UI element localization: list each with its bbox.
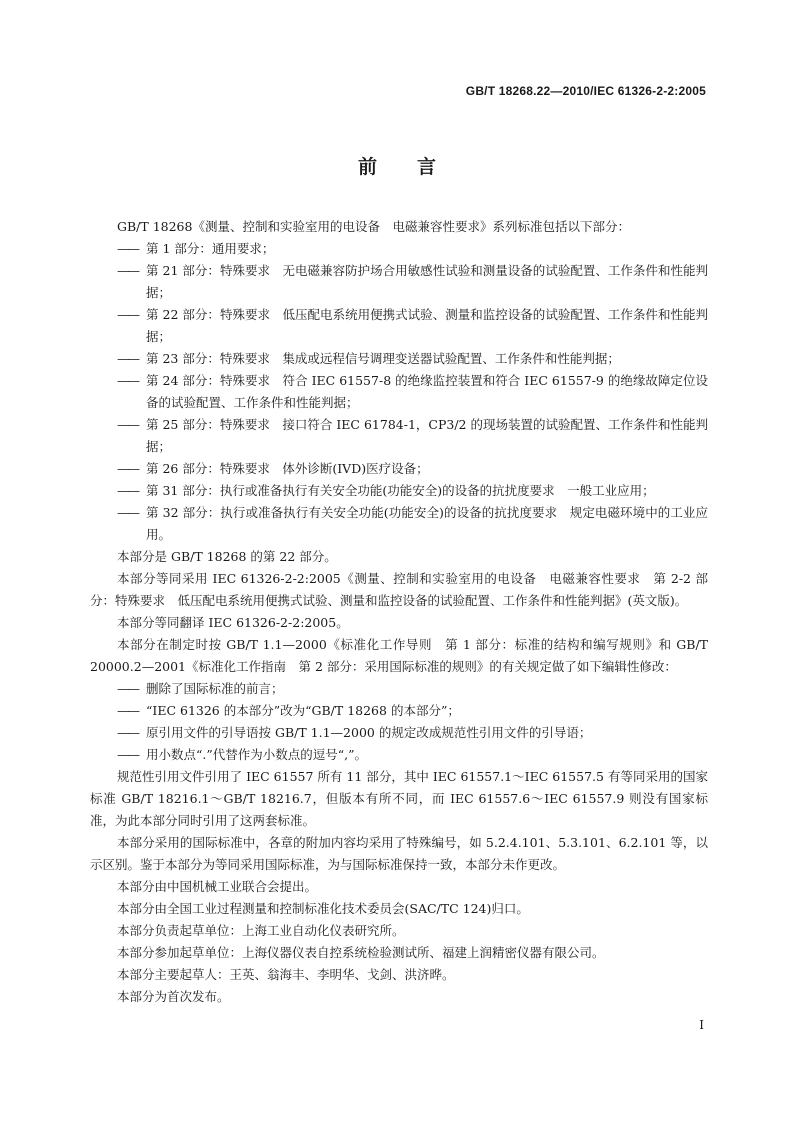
foreword-body [90,216,708,1008]
paragraph: 本部分负责起草单位：上海工业自动化仪表研究所。 [117,923,405,938]
list-item: —— 第 1 部分：通用要求； [90,238,708,260]
paragraph: 本部分等同采用 IEC 61326-2-2:2005《测量、控制和实验室用的电设备 电磁兼容性要求 第 2-2 部分：特殊要求 低压配电系统用便携式试验、测量和监控设备的试验配置、工作条件和性能判据》(英文版)。 [90,571,708,608]
dash-marker: —— [117,505,138,520]
dash-marker: —— [117,417,138,432]
paragraph: 本部分由中国机械工业联合会提出。 [117,879,318,894]
list-item: —— 第 32 部分：执行或准备执行有关安全功能(功能安全)的设备的抗扰度要求 规定电磁环境中的工业应用。 [90,502,708,546]
list-item: —— 原引用文件的引导语按 GB/T 1.1—2000 的规定改成规范性引用文件的引导语； [90,722,708,744]
intro-paragraph: GB/T 18268《测量、控制和实验室用的电设备 电磁兼容性要求》系列标准包括以下部分： [117,219,630,234]
paragraph: 本部分在制定时按 GB/T 1.1—2000《标准化工作导则 第 1 部分：标准的结构和编写规则》和 GB/T 20000.2—2001《标准化工作指南 第 2 部分：采用国际标准的规则》的有关规定做了如下编辑性修改： [90,637,708,674]
list-item: —— 删除了国际标准的前言； [90,678,708,700]
paragraph: 本部分采用的国际标准中，各章的附加内容均采用了特殊编号，如 5.2.4.101、5.3.101、6.2.101 等，以示区别。鉴于本部分为等同采用国际标准，为与国际标准保持一致，本部分未作更改。 [90,835,708,872]
dash-marker: —— [117,307,138,322]
dash-marker: —— [117,373,138,388]
dash-marker: —— [117,263,138,278]
dash-marker: —— [117,461,138,476]
dash-marker: —— [117,483,138,498]
list-item: —— 用小数点“.”代替作为小数点的逗号“,”。 [90,744,708,766]
paragraph: 本部分由全国工业过程测量和控制标准化技术委员会(SAC/TC 124)归口。 [117,901,529,916]
paragraph: 本部分主要起草人：王英、翁海丰、李明华、戈剑、洪济晔。 [117,967,455,982]
dash-marker: —— [117,703,138,718]
list-item: —— 第 23 部分：特殊要求 集成或远程信号调理变送器试验配置、工作条件和性能判据； [90,348,708,370]
dash-marker: —— [117,241,138,256]
paragraph: 本部分是 GB/T 18268 的第 22 部分。 [117,549,337,564]
document-code-header: GB/T 18268.22—2010/IEC 61326-2-2:2005 [465,84,706,98]
list-item: —— “IEC 61326 的本部分”改为“GB/T 18268 的本部分”； [90,700,708,722]
paragraph: 本部分参加起草单位：上海仪器仪表自控系统检验测试所、福建上润精密仪器有限公司。 [117,945,605,960]
paragraph: 本部分为首次发布。 [117,989,230,1004]
list-item: —— 第 22 部分：特殊要求 低压配电系统用便携式试验、测量和监控设备的试验配置、工作条件和性能判据； [90,304,708,348]
dash-marker: —— [117,725,138,740]
list-item: —— 第 26 部分：特殊要求 体外诊断(IVD)医疗设备； [90,458,708,480]
list-item: —— 第 21 部分：特殊要求 无电磁兼容防护场合用敏感性试验和测量设备的试验配置、工作条件和性能判据； [90,260,708,304]
paragraph: 本部分等同翻译 IEC 61326-2-2:2005。 [117,615,349,630]
paragraph: 规范性引用文件引用了 IEC 61557 所有 11 部分，其中 IEC 61557.1～IEC 61557.5 有等同采用的国家标准 GB/T 18216.1～GB/T 18216.7，但版本有所不同，而 IEC 61557.6～IEC 61557.9 则没有国家标准，为此本部分同时引用了这两套标准。 [90,769,708,828]
page-title: 前言 [357,156,476,178]
list-item: —— 第 25 部分：特殊要求 接口符合 IEC 61784-1，CP3/2 的现场装置的试验配置、工作条件和性能判据； [90,414,708,458]
list-item: —— 第 31 部分：执行或准备执行有关安全功能(功能安全)的设备的抗扰度要求 一般工业应用； [90,480,708,502]
dash-marker: —— [117,351,138,366]
list-item: —— 第 24 部分：特殊要求 符合 IEC 61557-8 的绝缘监控装置和符合 IEC 61557-9 的绝缘故障定位设备的试验配置、工作条件和性能判据； [90,370,708,414]
dash-marker: —— [117,747,138,762]
page-number: I [699,1018,704,1032]
dash-marker: —— [117,681,138,696]
